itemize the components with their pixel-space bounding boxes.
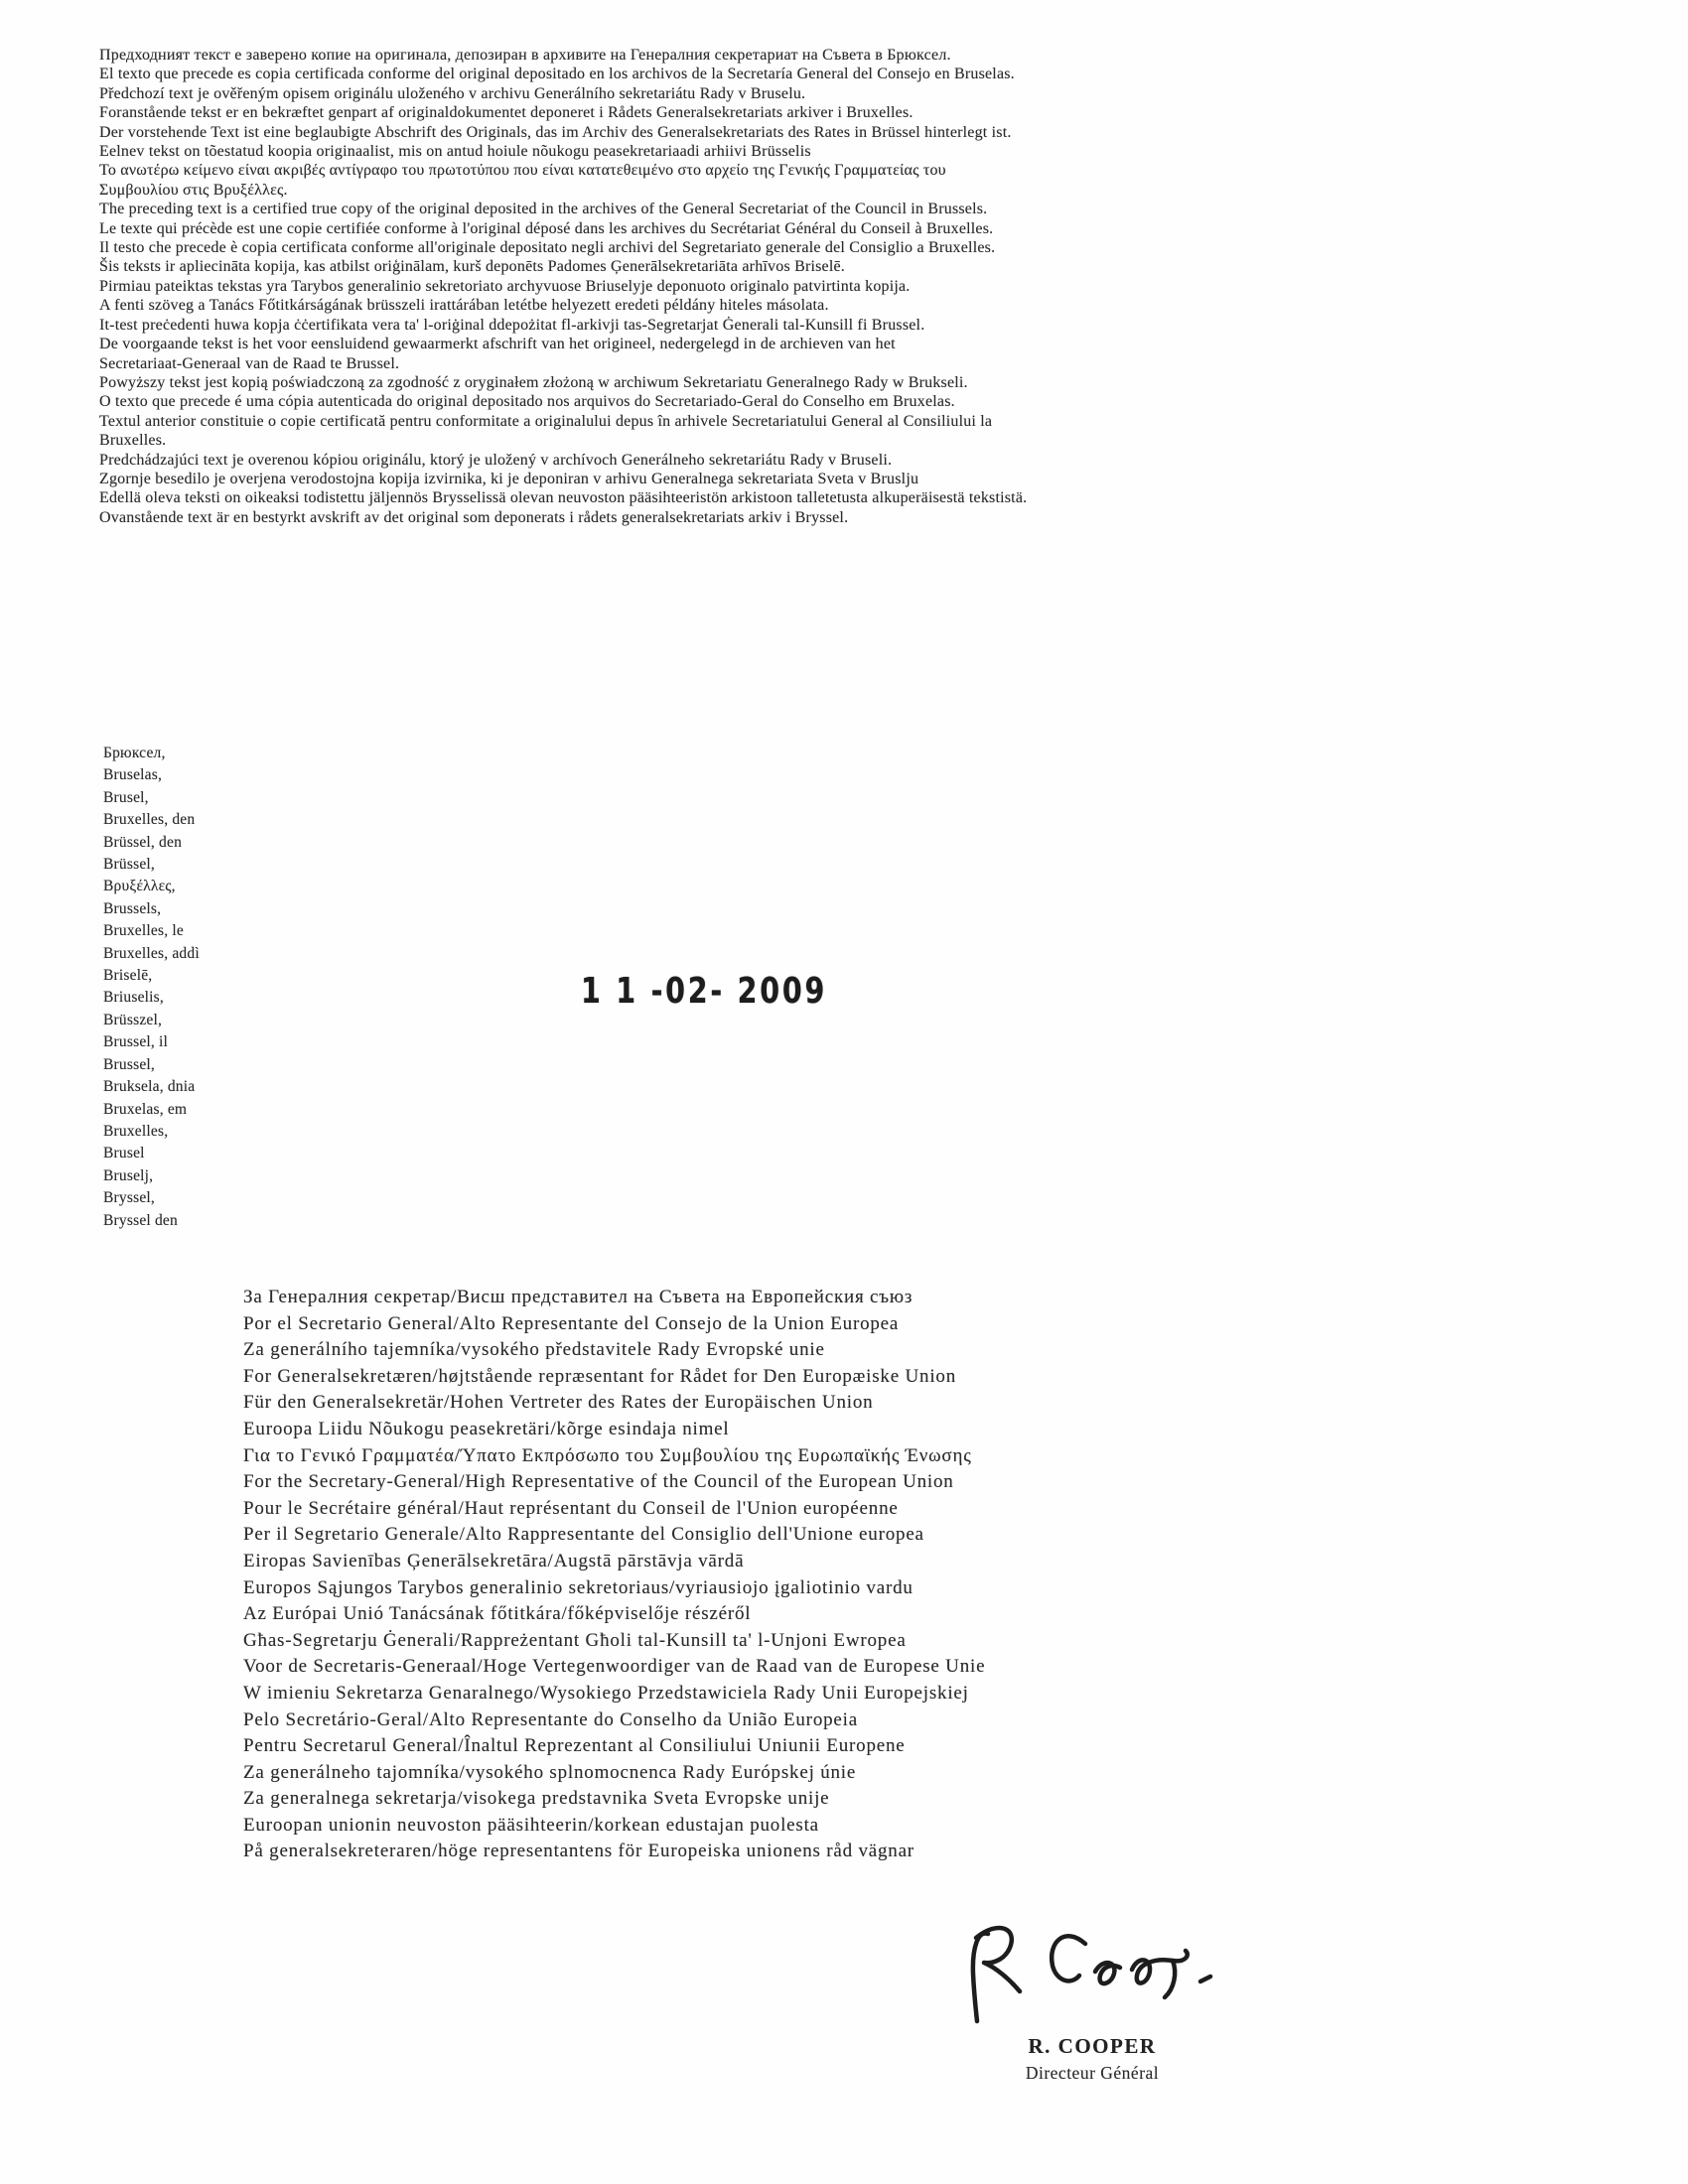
certification-line: Le texte qui précède est une copie certifiée conforme à l'original déposé dans les archives du Secrétariat Général du Conseil à Bruxelles. (99, 219, 994, 237)
delegation-line: Für den Generalsekretär/Hohen Vertreter des Rates der Europäischen Union (243, 1392, 874, 1414)
delegation-line: За Генералния секретар/Висш представител на Съвета на Европейския съюз (243, 1287, 914, 1307)
certification-line: O texto que precede é uma cópia autenticada do original depositado nos arquivos do Secretariado-Geral do Conselho em Bruxelas. (99, 393, 955, 411)
place-line: Bruxelles, den (103, 811, 196, 829)
place-date-list (103, 743, 200, 1232)
certification-line: Předchozí text je ověřeným opisem originálu uloženého v archivu Generálního sekretariátu Rady v Bruselu. (99, 84, 806, 102)
place-line: Bruxelles, addì (103, 944, 200, 962)
certification-text-block (99, 46, 1182, 527)
certification-line: The preceding text is a certified true copy of the original deposited in the archives of the General Secretariat of the Council in Brussels. (99, 201, 988, 218)
place-line: Bruselj, (103, 1166, 154, 1184)
delegation-line: Για το Γενικό Γραμματέα/Ύπατο Εκπρόσωπο του Συμβουλίου της Ευρωπαϊκής Ένωσης (243, 1444, 972, 1466)
certification-line: Il testo che precede è copia certificata conforme all'originale depositato negli archivi del Segretariato generale del Consiglio a Bruxelles. (99, 239, 996, 257)
certification-line: Eelnev tekst on tõestatud koopia originaalist, mis on antud hoiule nõukogu peasekretariaadi arhiivi Brüsselis (99, 143, 811, 161)
signatory-title: Directeur Général (1025, 2063, 1160, 2083)
place-line: Bruselas, (103, 766, 163, 784)
certification-line: Predchádzajúci text je overenou kópiou originálu, ktorý je uložený v archívoch Generálneho sekretariátu Rady v Bruseli. (99, 451, 893, 469)
certification-line: Edellä oleva teksti on oikeaksi todistettu jäljennös Brysselissä olevan neuvoston pääsihteeristön arkistoon talletetusta alkuperäisestä tekstistä. (99, 489, 1028, 507)
place-line: Brussel, il (103, 1033, 169, 1051)
delegation-line: Eiropas Savienības Ģenerālsekretāra/Augstā pārstāvja vārdā (243, 1550, 745, 1571)
place-line: Bryssel den (103, 1211, 178, 1229)
delegation-line: Por el Secretario General/Alto Representante del Consejo de la Union Europea (243, 1312, 900, 1334)
signatory-name: R. COOPER (1028, 2034, 1157, 2058)
place-line: Brussels, (103, 899, 162, 917)
delegation-line: Voor de Secretaris-Generaal/Hoge Vertegenwoordiger van de Raad van de Europese Unie (243, 1656, 986, 1678)
certification-line: De voorgaande tekst is het voor eensluidend gewaarmerkt afschrift van het origineel, nedergelegd in de archieven van het (99, 336, 896, 353)
certification-line: Textul anterior constituie o copie certificată pentru conformitate a originalului depus în arhivele Secretariatului General al Consiliului la (99, 412, 993, 430)
delegation-line: Per il Segretario Generale/Alto Rappresentante del Consiglio dell'Unione europea (243, 1524, 924, 1546)
certification-line: Предходният текст е заверено копие на оригинала, депозиран в архивите на Генералния секретариат на Съвета в Брюксел. (99, 47, 951, 64)
certification-line: Šis teksts ir apliecināta kopija, kas atbilst oriģinālam, kurš deponēts Padomes Ģenerālsekretariāta arhīvos Briselē. (99, 258, 846, 276)
delegation-line: For the Secretary-General/High Representative of the Council of the European Union (243, 1471, 954, 1493)
place-line: Bruksela, dnia (103, 1078, 196, 1096)
certification-line: It-test preċedenti huwa kopja ċċertifikata vera ta' l-oriġinal ddepożitat fl-arkivji tas-Segretarjat Ġenerali tal-Kunsill fi Brussel. (99, 316, 925, 334)
place-line: Brüsszel, (103, 1011, 163, 1028)
delegation-line: Za generálního tajemníka/vysokého představitele Rady Evropské unie (243, 1339, 825, 1361)
certification-line: Συμβουλίου στις Βρυξέλλες. (99, 181, 288, 199)
delegation-line: Za generálneho tajomníka/vysokého splnomocnenca Rady Európskej únie (243, 1761, 857, 1783)
delegation-text-block (243, 1285, 1336, 1865)
certification-line: Bruxelles. (99, 432, 167, 450)
delegation-line: Pour le Secrétaire général/Haut représentant du Conseil de l'Union européenne (243, 1497, 899, 1519)
delegation-line: Za generalnega sekretarja/visokega predstavnika Sveta Evropske unije (243, 1788, 830, 1810)
place-line: Briselē, (103, 967, 153, 985)
place-line: Брюксел, (103, 745, 166, 761)
delegation-line: Euroopan unionin neuvoston pääsihteerin/korkean edustajan puolesta (243, 1814, 819, 1836)
certification-line: Pirmiau pateiktas tekstas yra Tarybos generalinio sekretoriato archyvuose Briuselyje deponuoto originalo patvirtinta kopija. (99, 277, 911, 295)
signature-block (943, 1916, 1241, 2084)
place-line: Βρυξέλλες, (103, 878, 176, 895)
date-stamp: 1 1 -02- 2009 (581, 971, 828, 1013)
certification-line: A fenti szöveg a Tanács Főtitkárságának brüsszeli irattárában letétbe helyezett eredeti példány hiteles másolata. (99, 297, 829, 315)
delegation-line: Għas-Segretarju Ġenerali/Rappreżentant Għoli tal-Kunsill ta' l-Unjoni Ewropea (243, 1629, 907, 1651)
handwritten-signature-icon (958, 1916, 1226, 2040)
delegation-line: For Generalsekretæren/højtstående repræsentant for Rådet for Den Europæiske Union (243, 1365, 956, 1387)
place-line: Brüssel, (103, 856, 155, 874)
delegation-line: På generalsekreteraren/höge representantens för Europeiska unionens råd vägnar (243, 1841, 914, 1862)
certification-line: Powyższy tekst jest kopią poświadczoną za zgodność z oryginałem złożoną w archiwum Sekretariatu Generalnego Rady w Brukseli. (99, 373, 968, 391)
place-line: Bruxelas, em (103, 1100, 188, 1118)
place-line: Brussel, (103, 1055, 155, 1073)
place-line: Brusel, (103, 788, 149, 806)
certification-line: Foranstående tekst er en bekræftet genpart af originaldokumentet deponeret i Rådets Generalsekretariats arkiver i Bruxelles. (99, 104, 914, 122)
delegation-line: Europos Sąjungos Tarybos generalinio sekretoriaus/vyriausiojo įgaliotinio vardu (243, 1576, 914, 1598)
certification-line: Secretariaat-Generaal van de Raad te Brussel. (99, 354, 400, 372)
delegation-line: Az Európai Unió Tanácsának főtitkára/főképviselője részéről (243, 1603, 752, 1625)
certification-line: Zgornje besedilo je overjena verodostojna kopija izvirnika, ki je deponiran v arhivu Generalnega sekretariata Sveta v Bruslju (99, 470, 919, 487)
certification-line: Το ανωτέρω κείμενο είναι ακριβές αντίγραφο του πρωτοτύπου που είναι κατατεθειμένο στο αρχείο της Γενικής Γραμματείας του (99, 162, 946, 180)
delegation-line: W imieniu Sekretarza Genaralnego/Wysokiego Przedstawiciela Rady Unii Europejskiej (243, 1682, 969, 1704)
certification-line: Ovanstående text är en bestyrkt avskrift av det original som deponerats i rådets generalsekretariats arkiv i Bryssel. (99, 508, 849, 526)
place-line: Briuselis, (103, 989, 164, 1007)
place-line: Bruxelles, (103, 1122, 169, 1140)
place-line: Brüssel, den (103, 833, 183, 851)
certification-line: El texto que precede es copia certificada conforme del original depositado en los archivos de la Secretaría General del Consejo en Bruselas. (99, 66, 1015, 83)
delegation-line: Pentru Secretarul General/Înaltul Reprezentant al Consiliului Uniunii Europene (243, 1735, 906, 1757)
place-line: Bryssel, (103, 1189, 155, 1207)
delegation-line: Pelo Secretário-Geral/Alto Representante do Conselho da União Europeia (243, 1708, 858, 1730)
place-line: Bruxelles, le (103, 922, 184, 940)
certification-line: Der vorstehende Text ist eine beglaubigte Abschrift des Originals, das im Archiv des Generalsekretariats des Rates in Brüssel hinterlegt ist. (99, 123, 1012, 141)
place-line: Brusel (103, 1145, 145, 1162)
delegation-line: Euroopa Liidu Nõukogu peasekretäri/kõrge esindaja nimel (243, 1418, 730, 1439)
